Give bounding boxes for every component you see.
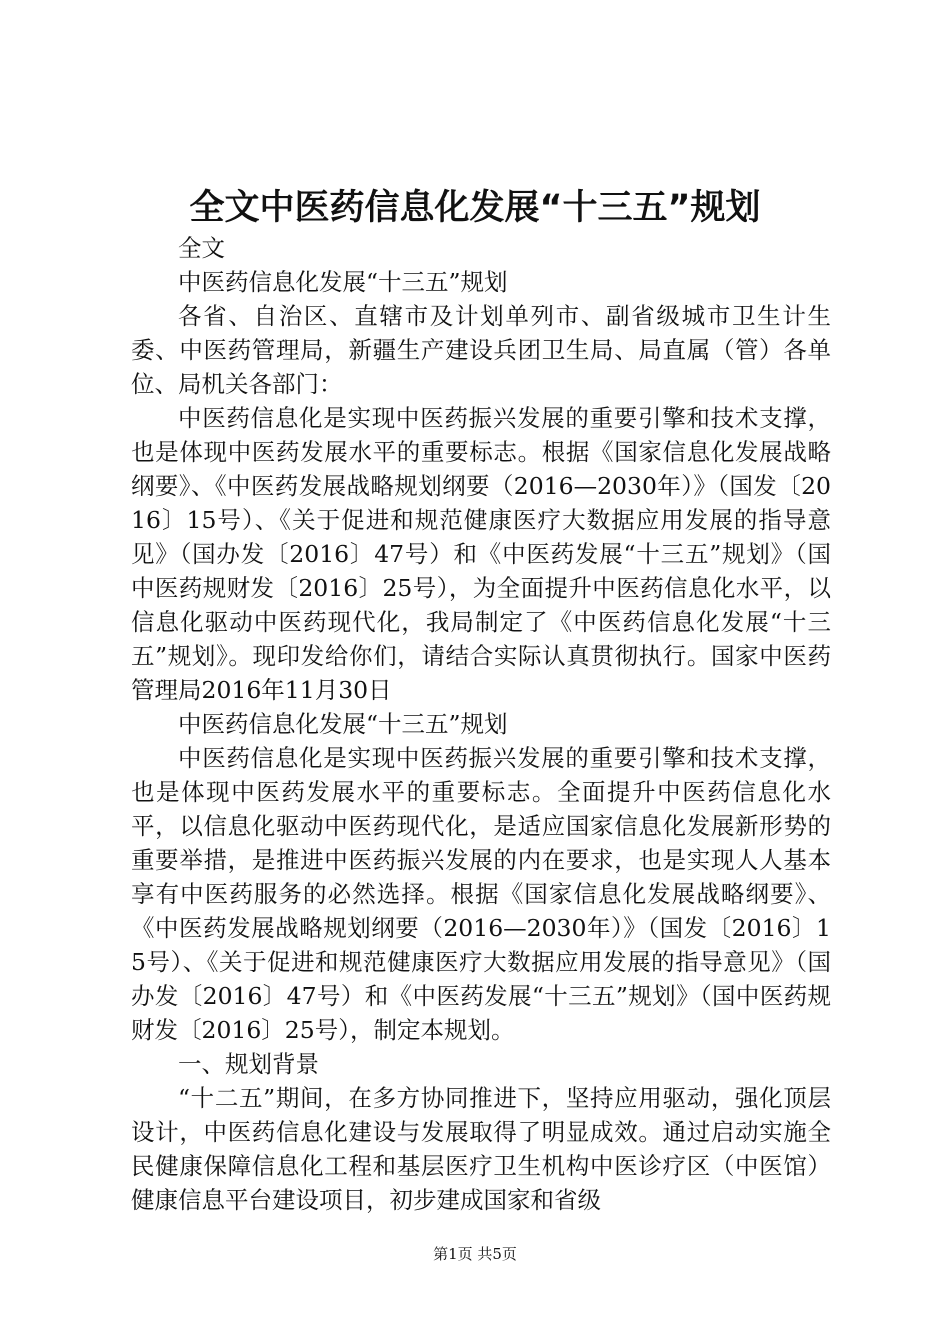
body-paragraph: 中医药信息化是实现中医药振兴发展的重要引擎和技术支撑，也是体现中医药发展水平的重要标志。根据《国家信息化发展战略纲要》、《中医药发展战略规划纲要（2016—2030年）》（国发〔2016〕15号）、《关于促进和规范健康医疗大数据应用发展的指导意见》（国办发〔2016〕47号）和《中医药发展“十三五”规划》（国中医药规财发〔2016〕25号），为全面提升中医药信息化水平，以信息化驱动中医药现代化，我局制定了《中医药信息化发展“十三五”规划》。现印发给你们，请结合实际认真贯彻执行。国家中医药管理局2016年11月30日: [131, 404, 831, 704]
body-paragraph: 中医药信息化发展“十三五”规划: [178, 268, 508, 296]
addressee-paragraph: 各省、自治区、直辖市及计划单列市、副省级城市卫生计生委、中医药管理局，新疆生产建设兵团卫生局、局直属（管）各单位、局机关各部门：: [131, 302, 831, 398]
document-body: [131, 231, 831, 1217]
body-paragraph: “十二五”期间，在多方协同推进下，坚持应用驱动，强化顶层设计，中医药信息化建设与发展取得了明显成效。通过启动实施全民健康保障信息化工程和基层医疗卫生机构中医诊疗区（中医馆）健康信息平台建设项目，初步建成国家和省级: [131, 1084, 831, 1214]
page-footer: 第1页 共5页: [433, 1245, 517, 1263]
body-paragraph: 全文: [178, 234, 225, 262]
section-heading: 一、规划背景: [178, 1050, 319, 1078]
body-paragraph: 中医药信息化是实现中医药振兴发展的重要引擎和技术支撑，也是体现中医药发展水平的重要标志。全面提升中医药信息化水平，以信息化驱动中医药现代化，是适应国家信息化发展新形势的重要举措，是推进中医药振兴发展的内在要求，也是实现人人基本享有中医药服务的必然选择。根据《国家信息化发展战略纲要》、《中医药发展战略规划纲要（2016—2030年）》（国发〔2016〕15号）、《关于促进和规范健康医疗大数据应用发展的指导意见》（国办发〔2016〕47号）和《中医药发展“十三五”规划》（国中医药规财发〔2016〕25号），制定本规划。: [131, 744, 831, 1044]
section-heading: 中医药信息化发展“十三五”规划: [178, 710, 508, 738]
document-title: 全文中医药信息化发展“十三五”规划: [189, 188, 761, 228]
